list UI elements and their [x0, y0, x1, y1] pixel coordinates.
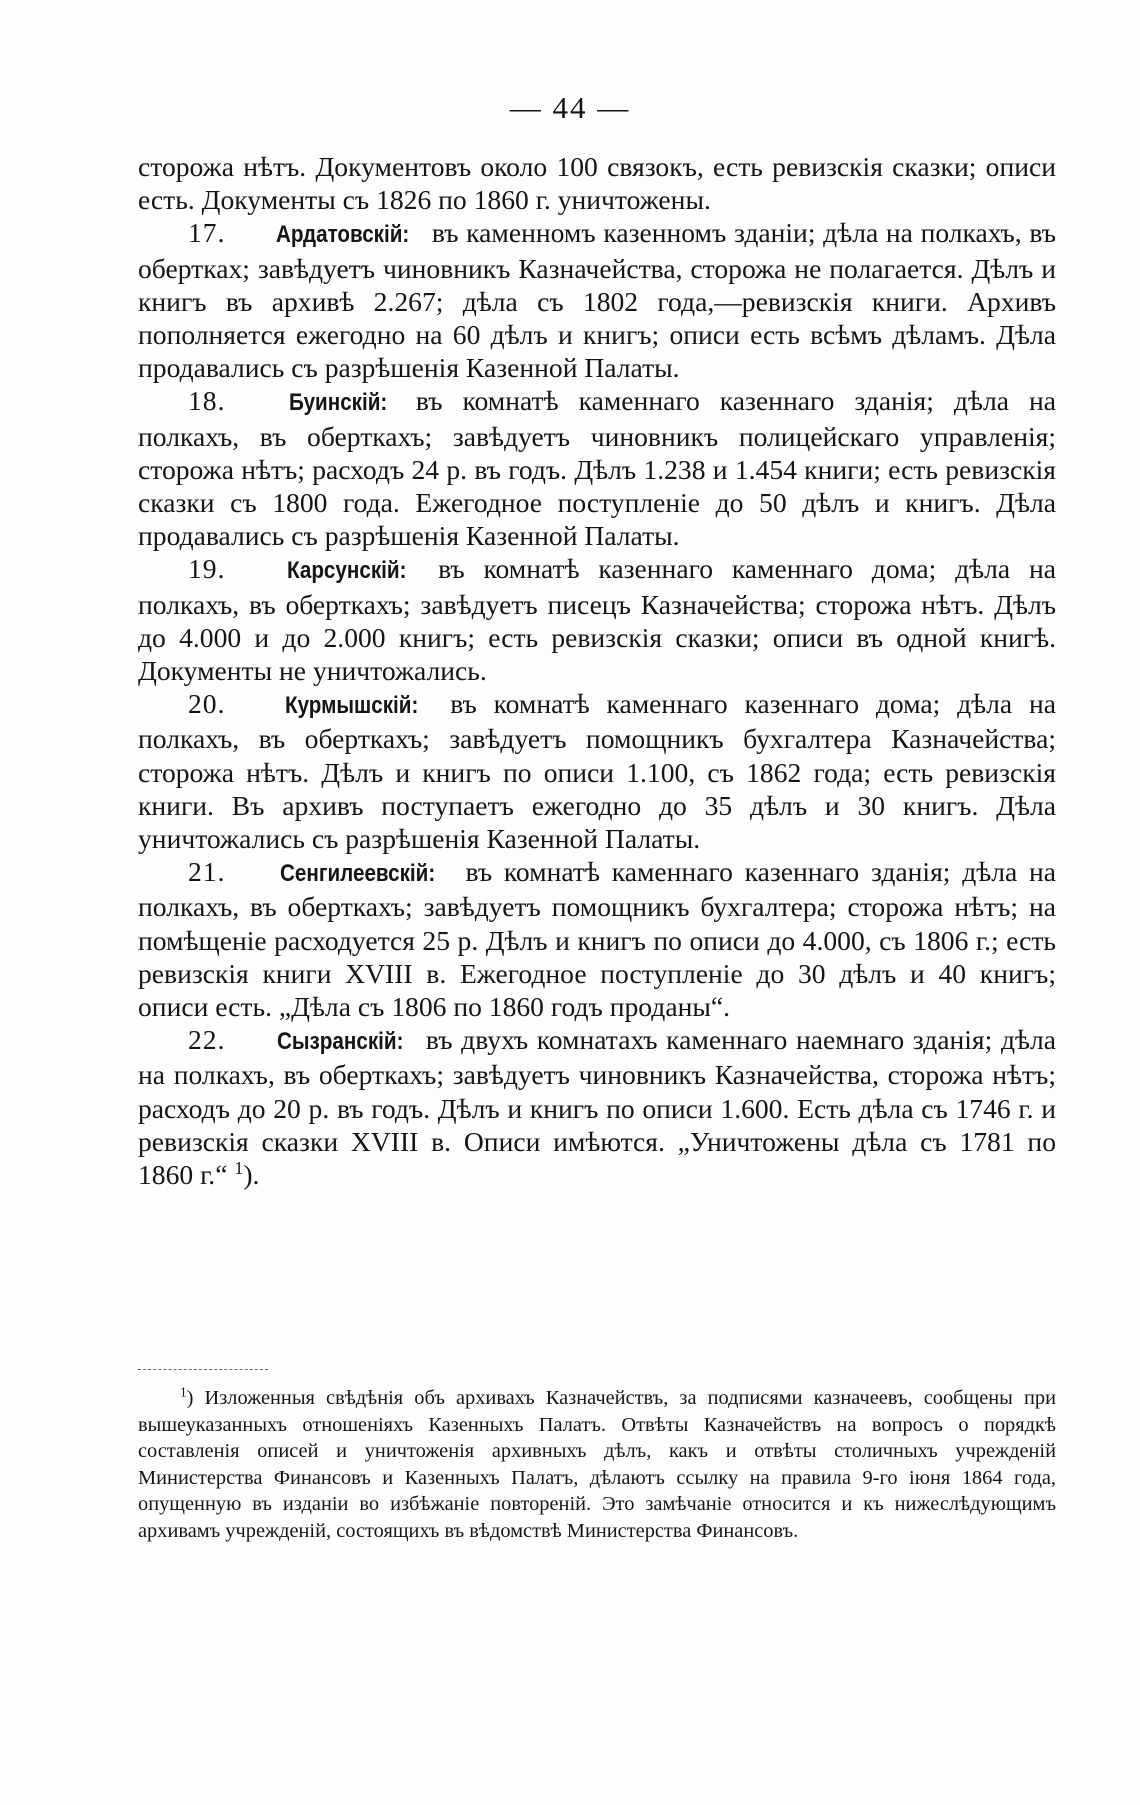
footnote: [138, 1385, 1056, 1545]
entry-18-buinsky: [138, 384, 1056, 552]
paragraph-text: сторожа нѣтъ. Документовъ около 100 связокъ, есть ревизскія сказки; описи есть. Документы съ 1826 по 1860 г. уничтожены.: [138, 151, 1056, 216]
entry-17-ardatovsky: [138, 216, 1056, 384]
entry-19-karsunsky: [138, 552, 1056, 687]
body-text: [138, 150, 1056, 1191]
entry-text: въ комнатѣ каменнаго казеннаго зданія; дѣла на полкахъ, въ оберткахъ; завѣдуетъ помощникъ бухгалтера; сторожа нѣтъ; на помѣщеніе расходуется 25 р. Дѣлъ и книгъ по описи до 4.000, съ 1806 г.; есть ревизскія книги XVIII в. Ежегодное поступленіе до 30 дѣлъ и 40 книгъ; описи есть. „Дѣла съ 1806 по 1860 годъ проданы“.: [138, 856, 1057, 1023]
entry-text: въ комнатѣ каменнаго казеннаго дома; дѣла на полкахъ, въ оберткахъ; завѣдуетъ помощникъ бухгалтера Казначейства; сторожа нѣтъ. Дѣлъ и книгъ по описи 1.100, съ 1862 года; есть ревизскія книги. Въ архивъ поступаетъ ежегодно до 35 дѣлъ и 30 книгъ. Дѣла уничтожались съ разрѣшенія Казенной Палаты.: [138, 688, 1056, 855]
entry-title: Курмышскій:: [285, 692, 419, 720]
entry-22-syzransky: [138, 1023, 1056, 1191]
entry-text: въ комнатѣ казеннаго каменнаго дома; дѣла на полкахъ, въ оберткахъ; завѣдуетъ писецъ Казначейства; сторожа нѣтъ. Дѣлъ до 4.000 и до 2.000 книгъ; есть ревизскія сказки; описи въ одной книгѣ. Документы не уничтожались.: [138, 553, 1056, 687]
entry-20-kurmyshsky: [138, 687, 1056, 855]
entry-title: Сызранскій:: [277, 1028, 404, 1056]
entry-title: Ардатовскій:: [276, 221, 410, 249]
footnote-reference[interactable]: 1: [234, 1158, 244, 1179]
entry-number: 17.: [188, 217, 226, 249]
entry-21-sengileevsky: [138, 855, 1056, 1023]
footnote-marker: 1: [180, 1384, 187, 1400]
entry-number: 20.: [188, 688, 226, 720]
entry-text: въ двухъ комнатахъ каменнаго наемнаго зданія; дѣла на полкахъ, въ оберткахъ; завѣдуетъ чиновникъ Казначейства, сторожа нѣтъ; расходъ до 20 р. въ годъ. Дѣлъ и книгъ по описи 1.600. Есть дѣла съ 1746 г. и ревизскія сказки XVIII в. Описи имѣются. „Уничтожены дѣла съ 1781 по 1860 г.“: [138, 1024, 1056, 1191]
paragraph-continuation: [138, 150, 1056, 216]
entry-text: въ комнатѣ каменнаго казеннаго зданія; дѣла на полкахъ, въ оберткахъ; завѣдуетъ чиновникъ полицейскаго управленія; сторожа нѣтъ; расходъ 24 р. въ годъ. Дѣлъ 1.238 и 1.454 книги; есть ревизскія сказки съ 1800 года. Ежегодное поступленіе до 50 дѣлъ и книгъ. Дѣла продавались съ разрѣшенія Казенной Палаты.: [138, 385, 1056, 552]
entry-text: въ каменномъ казенномъ зданіи; дѣла на полкахъ, въ обертках; завѣдуетъ чиновникъ Казначейства, сторожа не полагается. Дѣлъ и книгъ въ архивѣ 2.267; дѣла съ 1802 года,—ревизскія книги. Архивъ пополняется ежегодно на 60 дѣлъ и книгъ; описи есть всѣмъ дѣламъ. Дѣла продавались съ разрѣшенія Казенной Палаты.: [138, 217, 1056, 384]
entry-number: 22.: [188, 1024, 226, 1056]
entry-title: Карсунскій:: [287, 557, 407, 585]
entry-number: 18.: [188, 385, 226, 417]
entry-tail: ).: [243, 1159, 260, 1191]
footnote-text: ) Изложенныя свѣдѣнія объ архивахъ Казначействъ, за подписями казначеевъ, сообщены при вышеуказанныхъ отношеніяхъ Казенныхъ Палатъ. Отвѣты Казначействъ на вопросъ о порядкѣ составленія описей и уничтоженія архивныхъ дѣлъ, какъ и отвѣты столичныхъ учрежденій Министерства Финансовъ и Казенныхъ Палатъ, дѣлаютъ ссылку на правила 9-го іюня 1864 года, опущенную въ изданіи во избѣжаніе повтореній. Это замѣчаніе относится и къ нижеслѣдующимъ архивамъ учрежденій, состоящихъ въ вѣдомствѣ Министерства Финансовъ.: [138, 1387, 1056, 1542]
entry-number: 21.: [188, 856, 226, 888]
page-number: — 44 —: [509, 90, 631, 125]
entry-number: 19.: [188, 553, 226, 585]
entry-title: Буинскій:: [288, 389, 387, 417]
entry-title: Сенгилеевскій:: [280, 860, 436, 888]
footnote-divider: [138, 1369, 268, 1370]
